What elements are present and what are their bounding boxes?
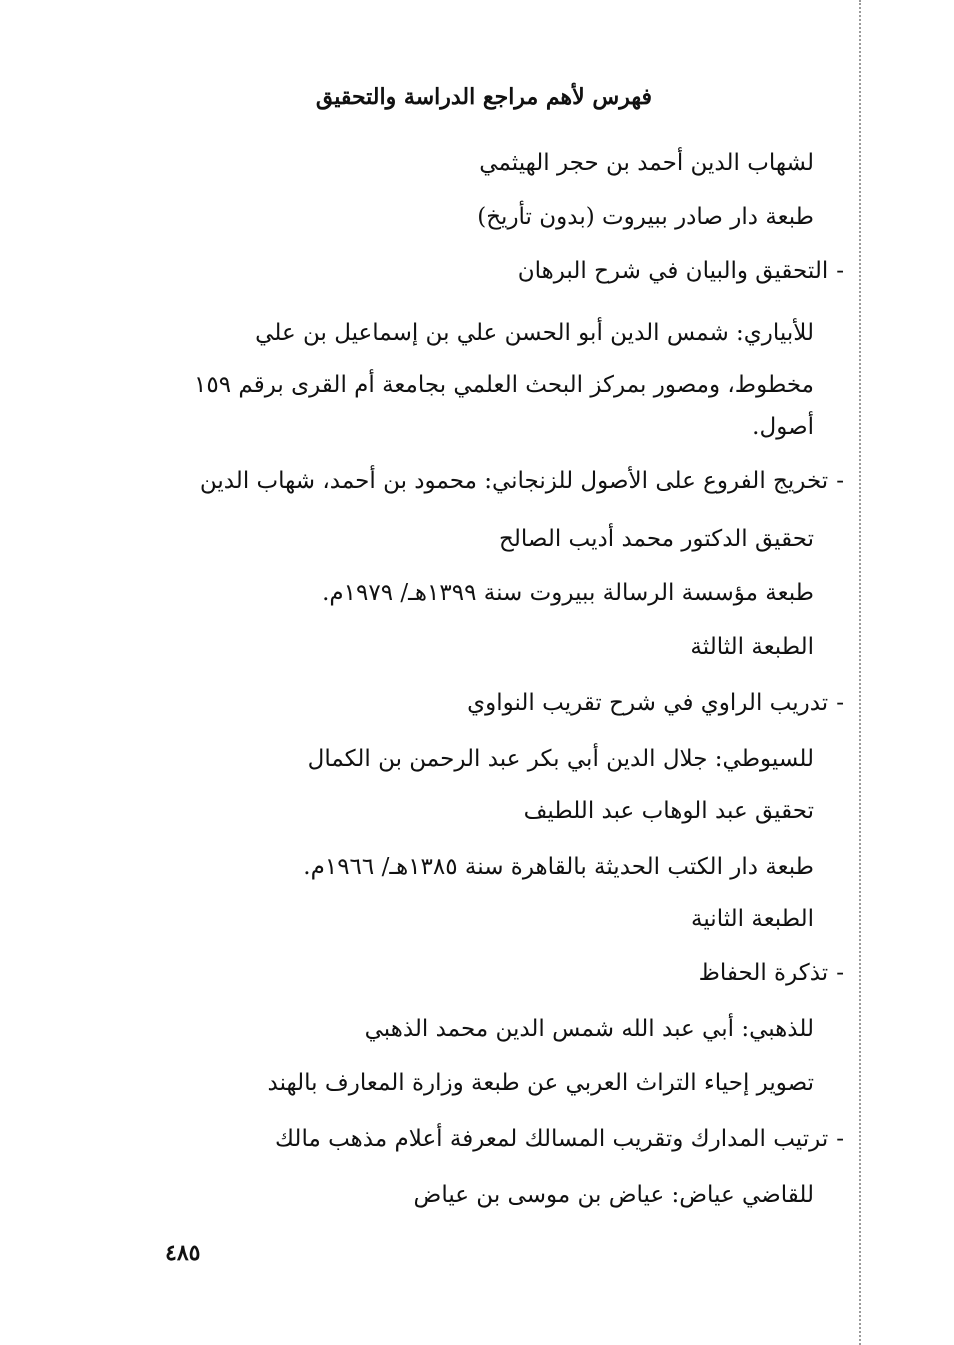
reference-line: تحقيق الدكتور محمد أديب الصالح <box>499 526 814 552</box>
entry-title-text: التحقيق والبيان في شرح البرهان <box>517 258 829 284</box>
reference-line: أصول. <box>752 414 814 440</box>
reference-entry-title <box>200 466 844 496</box>
entry-title-text: تدريب الراوي في شرح تقريب النواوي <box>467 690 829 716</box>
reference-line: تحقيق عبد الوهاب عبد اللطيف <box>523 798 814 824</box>
entry-dash: - <box>836 468 844 494</box>
entry-dash: - <box>836 258 844 284</box>
entry-dash: - <box>836 960 844 986</box>
reference-line: للسيوطي: جلال الدين أبي بكر عبد الرحمن بن الكمال <box>307 746 814 772</box>
reference-entry-title <box>699 958 844 988</box>
reference-line: للقاضي عياض: عياض بن موسى بن عياض <box>413 1182 814 1208</box>
reference-line: الطبعة الثالثة <box>690 634 814 660</box>
entry-dash: - <box>836 1126 844 1152</box>
reference-line: للذهبي: أبي عبد الله شمس الدين محمد الذهبي <box>364 1016 814 1042</box>
reference-entry-title <box>467 688 844 718</box>
page-number: ٤٨٥ <box>165 1240 201 1266</box>
reference-line: طبعة دار صادر ببيروت (بدون تأريخ) <box>477 204 814 230</box>
reference-line: لشهاب الدين أحمد بن حجر الهيثمي <box>479 150 814 176</box>
reference-entry-title <box>275 1124 844 1154</box>
entry-title-text: تخريج الفروع على الأصول للزنجاني: محمود بن أحمد، شهاب الدين <box>199 468 829 494</box>
reference-entry-title <box>518 256 844 286</box>
binding-gutter-line <box>859 0 861 1345</box>
page-title: فهرس لأهم مراجع الدراسة والتحقيق <box>315 84 652 110</box>
entry-title-text: ترتيب المدارك وتقريب المسالك لمعرفة أعلام مذهب مالك <box>275 1126 829 1152</box>
entry-dash: - <box>836 690 844 716</box>
reference-line: طبعة مؤسسة الرسالة ببيروت سنة ١٣٩٩هـ/ ١٩٧٩م. <box>322 580 814 606</box>
reference-line: للأبياري: شمس الدين أبو الحسن علي بن إسماعيل بن علي <box>255 320 814 346</box>
reference-line: مخطوط، ومصور بمركز البحث العلمي بجامعة أم القرى برقم ١٥٩ <box>194 372 814 398</box>
reference-line: تصوير إحياء التراث العربي عن طبعة وزارة المعارف بالهند <box>267 1070 814 1096</box>
reference-line: طبعة دار الكتب الحديثة بالقاهرة سنة ١٣٨٥هـ/ ١٩٦٦م. <box>303 854 814 880</box>
reference-line: الطبعة الثانية <box>691 906 814 932</box>
entry-title-text: تذكرة الحفاظ <box>698 960 829 986</box>
